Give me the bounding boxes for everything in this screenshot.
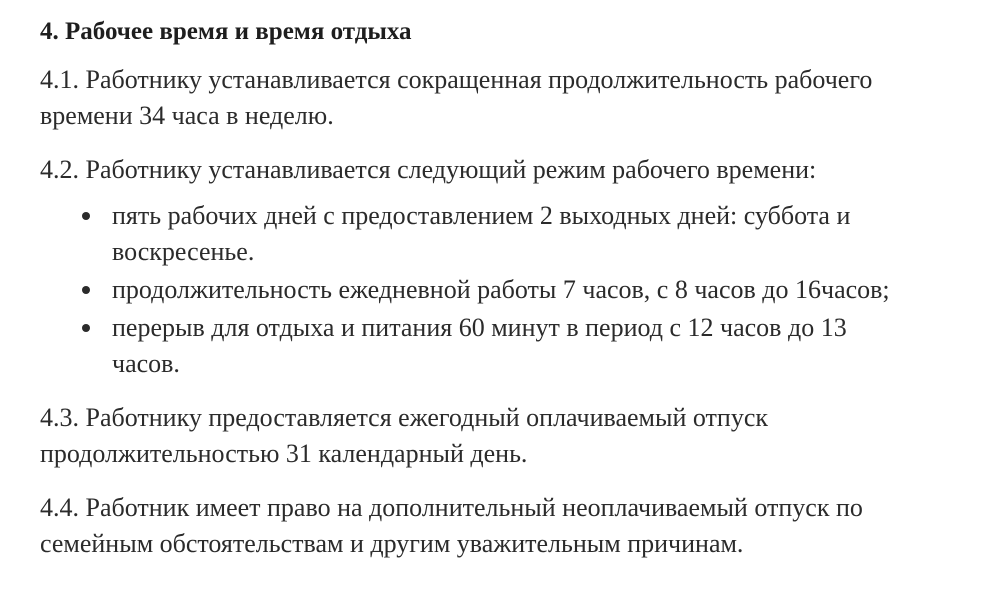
list-item <box>40 272 970 308</box>
paragraph-line: 4.2. Работнику устанавливается следующий режим рабочего времени: <box>40 155 817 184</box>
list-item-line: пять рабочих дней с предоставлением 2 выходных дней: суббота и <box>112 201 851 230</box>
paragraph-line: семейным обстоятельствам и другим уважительным причинам. <box>40 529 744 558</box>
list-item <box>40 310 970 382</box>
paragraph-line: 4.4. Работник имеет право на дополнительный неоплачиваемый отпуск по <box>40 493 863 522</box>
bullet-icon <box>82 212 90 220</box>
paragraph-line: 4.1. Работнику устанавливается сокращенная продолжительность рабочего <box>40 65 873 94</box>
list-item-line: часов. <box>112 349 180 378</box>
list-item <box>40 198 970 270</box>
paragraph-4-2 <box>40 152 970 188</box>
paragraph-4-3 <box>40 400 970 472</box>
paragraph-line: времени 34 часа в неделю. <box>40 101 334 130</box>
paragraph-4-1 <box>40 62 970 134</box>
paragraph-line: продолжительностью 31 календарный день. <box>40 439 528 468</box>
paragraph-line: 4.3. Работнику предоставляется ежегодный оплачиваемый отпуск <box>40 403 768 432</box>
list-item-line: перерыв для отдыха и питания 60 минут в период с 12 часов до 13 <box>112 313 847 342</box>
list-item-line: воскресенье. <box>112 237 255 266</box>
bullet-icon <box>82 324 90 332</box>
section-heading: 4. Рабочее время и время отдыха <box>40 18 412 45</box>
list-item-line: продолжительность ежедневной работы 7 часов, с 8 часов до 16часов; <box>112 275 890 304</box>
work-schedule-list <box>40 198 970 382</box>
bullet-icon <box>82 286 90 294</box>
paragraph-4-4 <box>40 490 970 562</box>
